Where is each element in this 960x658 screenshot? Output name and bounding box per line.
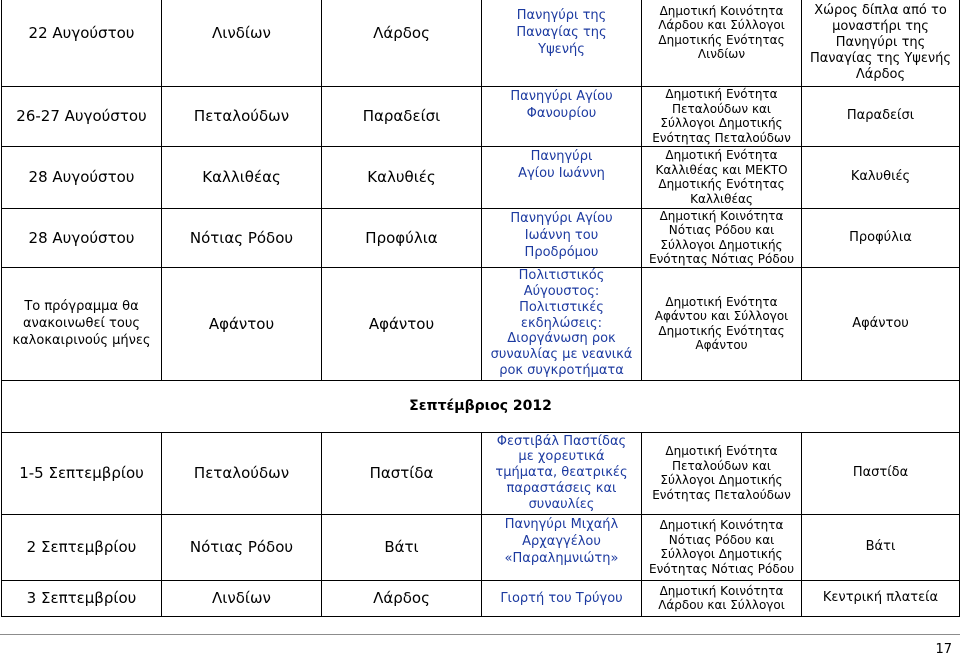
municipality-cell: Πεταλούδων bbox=[162, 86, 322, 146]
location-cell: Λάρδος bbox=[322, 0, 482, 86]
organizer-cell: Δημοτική Ενότητα Πεταλούδων και Σύλλογοι Δημοτικής Ενότητας Πεταλούδων bbox=[642, 432, 802, 514]
date-cell: 2 Σεπτεμβρίου bbox=[2, 514, 162, 580]
events-schedule-table bbox=[1, 0, 960, 617]
location-cell: Καλυθιές bbox=[322, 146, 482, 208]
location-cell: Βάτι bbox=[322, 514, 482, 580]
location-cell: Παραδείσι bbox=[322, 86, 482, 146]
location-cell: Αφάντου bbox=[322, 267, 482, 380]
venue-cell: Προφύλια bbox=[802, 208, 960, 267]
event-cell: Πανηγύρι Αγίου Ιωάννη του Προδρόμου bbox=[482, 208, 642, 267]
venue-cell: Καλυθιές bbox=[802, 146, 960, 208]
municipality-cell: Νότιας Ρόδου bbox=[162, 208, 322, 267]
organizer-cell: Δημοτική Ενότητα Καλλιθέας και ΜΕΚΤΟ Δημοτικής Ενότητας Καλλιθέας bbox=[642, 146, 802, 208]
location-cell: Προφύλια bbox=[322, 208, 482, 267]
organizer-cell: Δημοτική Ενότητα Αφάντου και Σύλλογοι Δημοτικής Ενότητας Αφάντου bbox=[642, 267, 802, 380]
organizer-cell: Δημοτική Κοινότητα Λάρδου και Σύλλογοι Δημοτικής Ενότητας Λινδίων bbox=[642, 0, 802, 86]
venue-cell: Παστίδα bbox=[802, 432, 960, 514]
venue-cell: Κεντρική πλατεία bbox=[802, 580, 960, 616]
event-cell: Πολιτιστικός Αύγουστος: Πολιτιστικές εκδηλώσεις: Διοργάνωση ροκ συναυλίας με νεανικά ροκ συγκροτήματα bbox=[482, 267, 642, 380]
municipality-cell: Πεταλούδων bbox=[162, 432, 322, 514]
schedule-row bbox=[2, 86, 960, 146]
venue-cell: Χώρος δίπλα από το μοναστήρι της Πανηγύρι της Παναγίας της Υψενής Λάρδος bbox=[802, 0, 960, 86]
event-cell: Φεστιβάλ Παστίδας με χορευτικά τμήματα, θεατρικές παραστάσεις και συναυλίες bbox=[482, 432, 642, 514]
municipality-cell: Λινδίων bbox=[162, 580, 322, 616]
event-cell: Πανηγύρι της Παναγίας της Υψενής bbox=[482, 0, 642, 86]
event-cell: Πανηγύρι Αγίου Ιωάννη bbox=[482, 146, 642, 208]
schedule-row bbox=[2, 267, 960, 380]
month-heading-row bbox=[2, 380, 960, 432]
schedule-row bbox=[2, 0, 960, 86]
municipality-cell: Αφάντου bbox=[162, 267, 322, 380]
municipality-cell: Καλλιθέας bbox=[162, 146, 322, 208]
date-cell: 1-5 Σεπτεμβρίου bbox=[2, 432, 162, 514]
page-number: 17 bbox=[935, 642, 952, 657]
schedule-row bbox=[2, 208, 960, 267]
event-cell: Πανηγύρι Αγίου Φανουρίου bbox=[482, 86, 642, 146]
schedule-row bbox=[2, 432, 960, 514]
location-cell: Παστίδα bbox=[322, 432, 482, 514]
event-cell: Γιορτή του Τρύγου bbox=[482, 580, 642, 616]
date-cell: 26-27 Αυγούστου bbox=[2, 86, 162, 146]
schedule-row bbox=[2, 580, 960, 616]
date-cell: 3 Σεπτεμβρίου bbox=[2, 580, 162, 616]
month-heading: Σεπτέμβριος 2012 bbox=[2, 380, 960, 432]
municipality-cell: Νότιας Ρόδου bbox=[162, 514, 322, 580]
schedule-row bbox=[2, 146, 960, 208]
venue-cell: Αφάντου bbox=[802, 267, 960, 380]
footer-divider bbox=[0, 634, 960, 635]
venue-cell: Παραδείσι bbox=[802, 86, 960, 146]
organizer-cell: Δημοτική Ενότητα Πεταλούδων και Σύλλογοι Δημοτικής Ενότητας Πεταλούδων bbox=[642, 86, 802, 146]
organizer-cell: Δημοτική Κοινότητα Νότιας Ρόδου και Σύλλογοι Δημοτικής Ενότητας Νότιας Ρόδου bbox=[642, 514, 802, 580]
date-cell: 28 Αυγούστου bbox=[2, 208, 162, 267]
event-cell: Πανηγύρι Μιχαήλ Αρχαγγέλου «Παραλημνιώτη» bbox=[482, 514, 642, 580]
organizer-cell: Δημοτική Κοινότητα Νότιας Ρόδου και Σύλλογοι Δημοτικής Ενότητας Νότιας Ρόδου bbox=[642, 208, 802, 267]
venue-cell: Βάτι bbox=[802, 514, 960, 580]
municipality-cell: Λινδίων bbox=[162, 0, 322, 86]
date-cell: 22 Αυγούστου bbox=[2, 0, 162, 86]
schedule-row bbox=[2, 514, 960, 580]
date-cell: 28 Αυγούστου bbox=[2, 146, 162, 208]
date-cell: Το πρόγραμμα θα ανακοινωθεί τους καλοκαιρινούς μήνες bbox=[2, 267, 162, 380]
organizer-cell: Δημοτική Κοινότητα Λάρδου και Σύλλογοι bbox=[642, 580, 802, 616]
location-cell: Λάρδος bbox=[322, 580, 482, 616]
